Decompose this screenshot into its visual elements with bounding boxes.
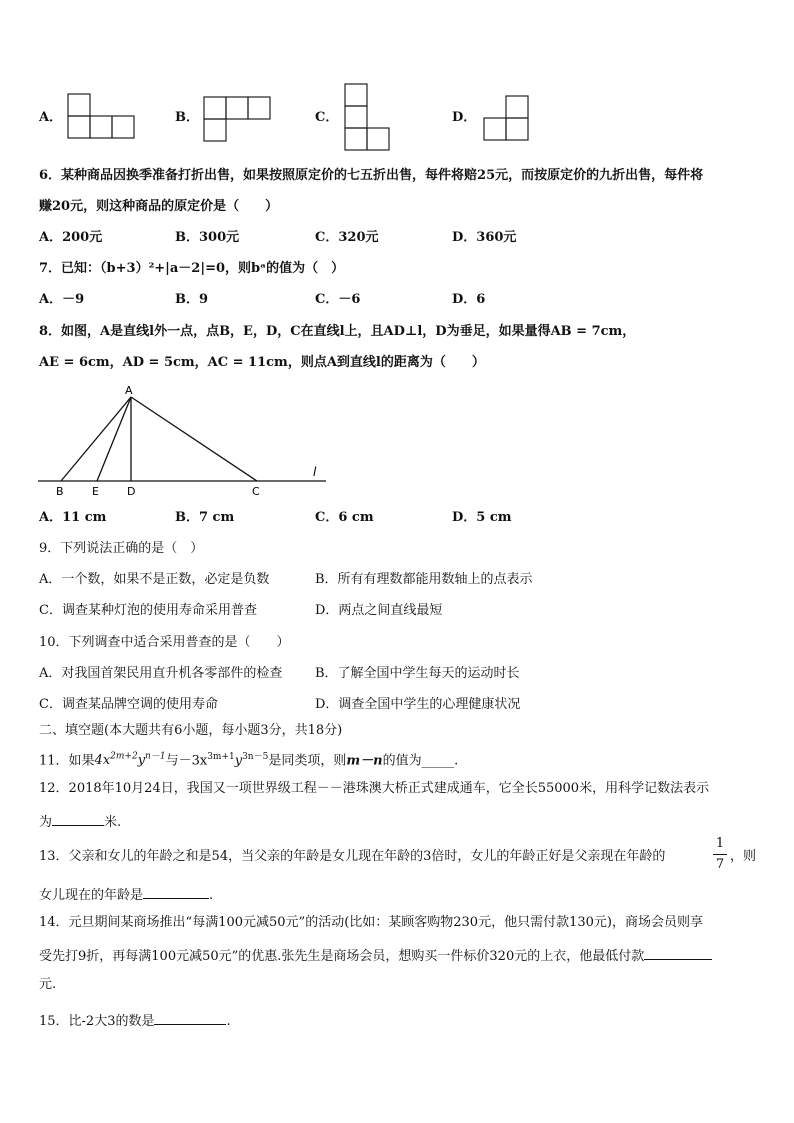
q6-stem-line1: 6．某种商品因换季准备打折出售，如果按照原定价的七五折出售，每件将赔25元，而按原定价的九折出售，每件将 <box>39 168 704 183</box>
line-l-label: l <box>313 465 317 479</box>
point-b-label: B <box>56 485 64 498</box>
q8-option-d: D．5 cm <box>452 510 512 525</box>
q9-option-d: D．两点之间直线最短 <box>315 603 443 618</box>
q12-line2-prefix: 为 <box>39 815 53 830</box>
q13-fraction-numerator: 1 <box>715 836 725 851</box>
q14-stem-line3: 元. <box>39 977 57 992</box>
q7-option-c: C．－6 <box>315 292 361 307</box>
q6-stem-line2: 赚20元，则这种商品的原定价是（ ） <box>39 199 279 214</box>
segment-ab <box>61 397 131 481</box>
point-a-label: A <box>125 384 133 397</box>
q6-option-c: C．320元 <box>315 230 379 245</box>
point-c-label: C <box>252 485 260 498</box>
point-d-label: D <box>127 485 136 498</box>
q15-stem <box>39 1011 231 1030</box>
q13-line2-suffix: . <box>209 888 214 903</box>
q11-exp2: n－1 <box>145 752 166 762</box>
q11-prefix: 11．如果 <box>39 753 95 769</box>
q13-fraction-denominator: 7 <box>715 857 725 872</box>
q13-answer-blank[interactable] <box>143 885 209 899</box>
q8-option-a: A．11 cm <box>39 510 107 525</box>
q13-stem-line2 <box>39 885 213 904</box>
q6-option-a: A．200元 <box>39 230 103 245</box>
q5-option-d-label: D． <box>452 110 477 125</box>
q8-option-c: C．6 cm <box>315 510 374 525</box>
q11-mid: 与－3x <box>165 753 208 769</box>
q7-stem: 7．已知：（b+3）²+|a－2|=0，则bᵃ的值为（ ） <box>39 261 345 276</box>
q13-stem-line1: 13．父亲和女儿的年龄之和是54，当父亲的年龄是女儿现在年龄的3倍时，女儿的年龄正好是父亲现在年龄的 <box>39 849 666 864</box>
q5-option-c-figure <box>343 82 395 152</box>
q7-option-b: B．9 <box>175 292 209 307</box>
q15-answer-blank[interactable] <box>154 1011 226 1025</box>
q11-end: 的值为_____. <box>382 753 459 769</box>
q7-option-d: D．6 <box>452 292 486 307</box>
q11-term2-y: y <box>234 753 243 769</box>
q7-option-a: A．－9 <box>39 292 85 307</box>
q11-term1-x: 4x <box>94 753 111 769</box>
q5-option-b-figure <box>202 95 274 143</box>
q12-answer-blank[interactable] <box>52 812 104 826</box>
section-heading-fill-in: 二、填空题(本大题共有6小题，每小题3分，共18分) <box>39 723 343 738</box>
q14-answer-blank[interactable] <box>644 946 712 960</box>
q15-suffix: . <box>226 1014 231 1029</box>
q10-option-a: A．对我国首架民用直升机各零部件的检查 <box>39 666 283 681</box>
q6-option-d: D．360元 <box>452 230 517 245</box>
q11-exp1: 2m+2 <box>110 752 138 762</box>
q9-option-b: B．所有有理数都能用数轴上的点表示 <box>315 572 533 587</box>
q8-geometry-figure <box>36 383 336 498</box>
q9-option-c: C．调查某种灯泡的使用寿命采用普查 <box>39 603 257 618</box>
q8-stem-line2: AE = 6cm，AD = 5cm，AC = 11cm，则点A到直线l的距离为（ ） <box>39 355 485 370</box>
q8-option-b: B．7 cm <box>175 510 235 525</box>
point-e-label: E <box>92 485 99 498</box>
q9-stem: 9．下列说法正确的是（ ） <box>39 541 204 556</box>
q11-stem <box>39 749 458 769</box>
q8-stem-line1: 8．如图，A是直线l外一点，点B，E，D，C在直线l上，且AD⊥l，D为垂足，如果量得AB = 7cm， <box>39 324 636 339</box>
q14-stem-line1: 14．元旦期间某商场推出“每满100元减50元”的活动(比如：某顾客购物230元，他只需付款130元)，商场会员则享 <box>39 915 703 930</box>
q13-stem-line1-end: ，则 <box>730 849 757 864</box>
q11-exp4: 3n－5 <box>242 752 269 762</box>
q12-line2-suffix: 米. <box>104 815 122 830</box>
q12-stem-line2 <box>39 812 121 831</box>
q10-option-d: D．调查全国中学生的心理健康状况 <box>315 697 521 712</box>
q13-fraction-bar <box>713 854 727 855</box>
q5-option-a-figure <box>66 92 138 140</box>
q12-stem-line1: 12．2018年10月24日，我国又一项世界级工程－－港珠澳大桥正式建成通车，它全长55000米，用科学记数法表示 <box>39 781 710 796</box>
q5-option-b-label: B． <box>175 110 199 125</box>
q5-option-c-label: C． <box>315 110 339 125</box>
q11-post: 是同类项，则 <box>268 753 347 769</box>
q10-option-c: C．调查某品牌空调的使用寿命 <box>39 697 218 712</box>
q11-exp3: 3m+1 <box>207 752 235 762</box>
q13-line2-prefix: 女儿现在的年龄是 <box>39 888 144 903</box>
q9-option-a: A．一个数，如果不是正数，必定是负数 <box>39 572 270 587</box>
q14-line2-text: 受先打9折，再每满100元减50元”的优惠.张先生是商场会员，想购买一件标价320元的上衣，他最低付款 <box>39 949 645 964</box>
q6-option-b: B．300元 <box>175 230 240 245</box>
q5-option-a-label: A． <box>39 110 63 125</box>
q14-stem-line2 <box>39 946 712 965</box>
segment-ac <box>131 397 257 481</box>
q11-m-minus-n: m－n <box>346 753 383 769</box>
q10-option-b: B．了解全国中学生每天的运动时长 <box>315 666 520 681</box>
q5-option-d-figure <box>482 94 534 144</box>
segment-ae <box>97 397 131 481</box>
q10-stem: 10．下列调查中适合采用普查的是（ ） <box>39 635 290 650</box>
q15-prefix: 15．比-2大3的数是 <box>39 1014 155 1029</box>
q11-term1-y: y <box>137 753 146 769</box>
